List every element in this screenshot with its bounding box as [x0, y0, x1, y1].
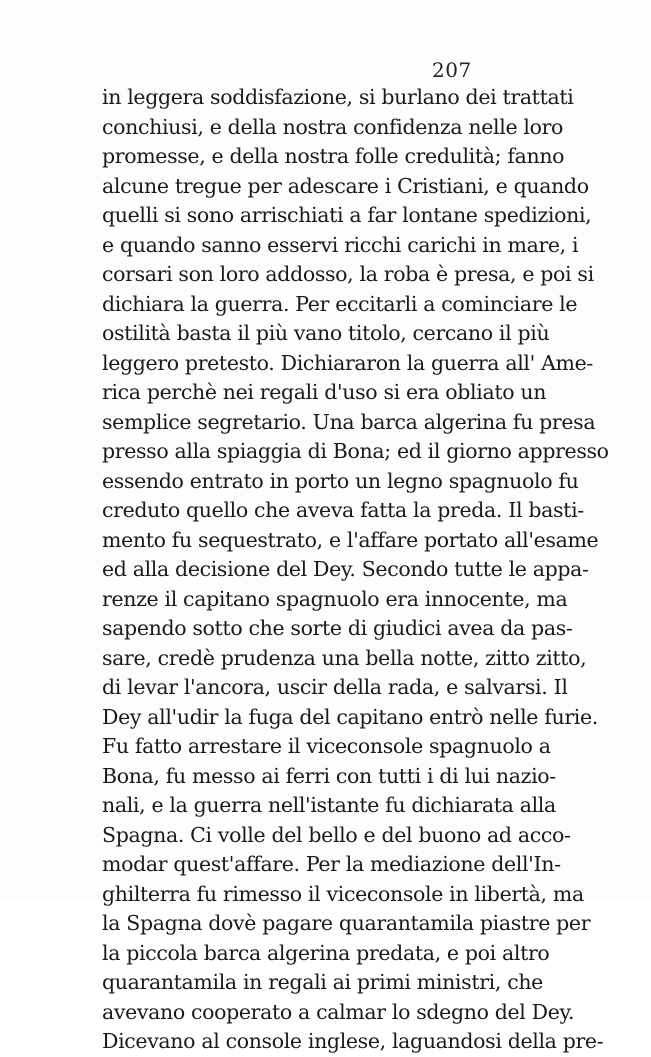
text-line: la piccola barca algerina predata, e poi altro	[102, 940, 550, 965]
text-line: ghilterra fu rimesso il viceconsole in libertà, ma	[102, 881, 584, 906]
text-line: sapendo sotto che sorte di giudici avea da pas-	[102, 616, 573, 640]
text-line: ostilità basta il più vano titolo, cercano il più	[102, 321, 550, 345]
text-line: Dey all'udir la fuga del capitano entrò nelle furie.	[102, 704, 598, 729]
text-line: quelli si sono arrischiati a far lontane spedizioni,	[102, 203, 592, 227]
text-line: promesse, e della nostra folle credulità; fanno	[102, 144, 565, 168]
text-line: semplice segretario. Una barca algerina fu presa	[102, 409, 596, 434]
text-line: creduto quello che aveva fatta la preda. Il basti-	[102, 498, 584, 522]
text-line: ed alla decisione del Dey. Secondo tutte le appa-	[102, 557, 589, 581]
text-line: Fu fatto arrestare il viceconsole spagnuolo a	[102, 734, 551, 758]
text-line: nali, e la guerra nell'istante fu dichiarata alla	[102, 793, 556, 817]
text-line: mento fu sequestrato, e l'affare portato all'esame	[102, 527, 599, 552]
text-line: e quando sanno esservi ricchi carichi in mare, i	[102, 232, 579, 257]
text-line: la Spagna dovè pagare quarantamila piastre per	[102, 911, 591, 935]
text-line: sare, credè prudenza una bella notte, zitto zitto,	[102, 645, 587, 670]
text-line: rica perchè nei regali d'uso si era obliato un	[102, 380, 547, 404]
text-line: renze il capitano spagnuolo era innocente, ma	[102, 586, 568, 611]
text-line: Dicevano al console inglese, laguandosi della pre-	[102, 1029, 604, 1053]
text-line: Bona, fu messo ai ferri con tutti i di lui nazio-	[102, 763, 556, 788]
text-line: essendo entrato in porto un legno spagnuolo fu	[102, 468, 579, 493]
text-line: conchiusi, e della nostra confidenza nelle loro	[102, 114, 564, 139]
text-line: di levar l'ancora, uscir della rada, e salvarsi. Il	[102, 675, 568, 699]
text-line: alcune tregue per adescare i Cristiani, e quando	[102, 173, 589, 198]
text-line: in leggera soddisfazione, si burlano dei trattati	[102, 85, 574, 109]
text-line: presso alla spiaggia di Bona; ed il giorno appresso	[102, 439, 609, 463]
text-line: avevano cooperato a calmar lo sdegno del Dey.	[102, 999, 575, 1024]
text-line: leggero pretesto. Dichiararon la guerra all' Ame-	[102, 350, 593, 375]
text-line: dichiara la guerra. Per eccitarli a cominciare le	[102, 291, 578, 316]
text-line: quarantamila in regali ai primi ministri, che	[102, 970, 543, 994]
text-line: corsari son loro addosso, la roba è presa, e poi si	[102, 262, 594, 286]
body-text	[102, 83, 609, 1057]
text-line: Spagna. Ci volle del bello e del buono ad acco-	[102, 822, 571, 847]
text-line: modar quest'affare. Per la mediazione dell'In-	[102, 852, 561, 876]
page-number: 207	[432, 58, 472, 82]
